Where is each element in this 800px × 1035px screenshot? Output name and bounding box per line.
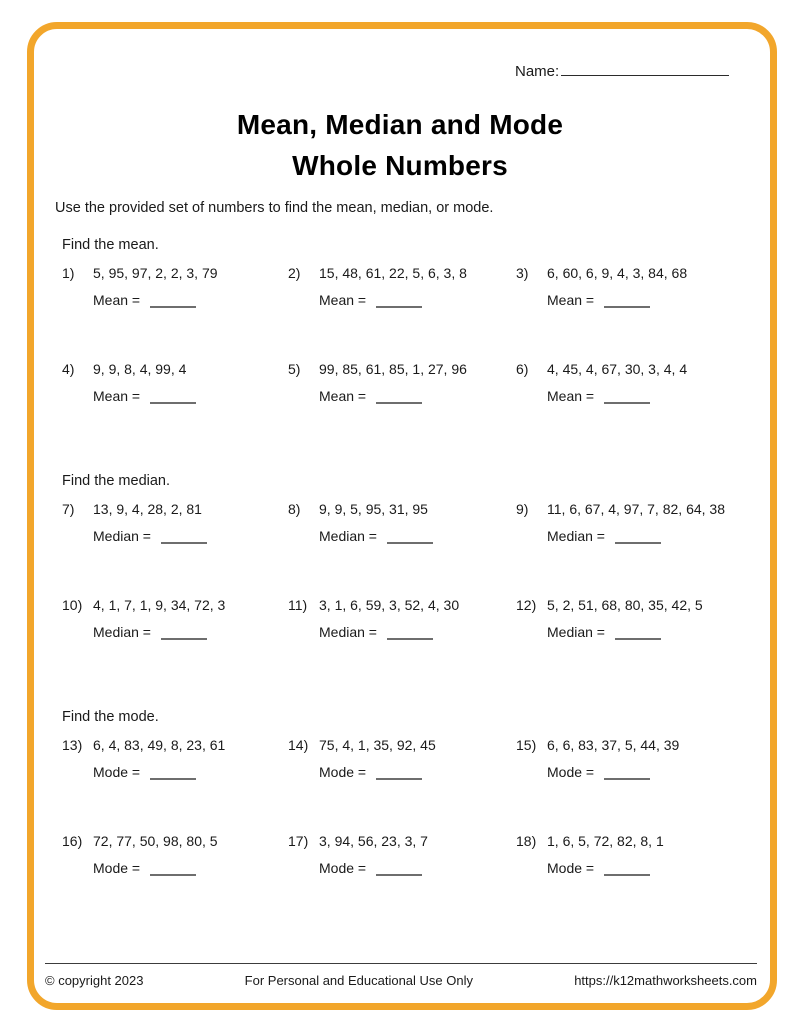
answer-label: Median = xyxy=(93,624,151,640)
answer-blank xyxy=(376,296,422,308)
section-heading: Find the mean. xyxy=(62,237,159,253)
answer-label: Mode = xyxy=(547,860,595,876)
problem-number: 3) xyxy=(516,265,529,281)
page-title-line2: Whole Numbers xyxy=(292,150,508,181)
answer-blank xyxy=(387,532,433,544)
footer xyxy=(45,963,757,988)
problem-4 xyxy=(62,360,288,406)
footer-usage-text: For Personal and Educational Use Only xyxy=(244,973,474,988)
problem-number: 13) xyxy=(62,737,83,753)
problem-number: 4) xyxy=(62,361,75,377)
answer-blank xyxy=(150,768,196,780)
answer-blank xyxy=(376,392,422,404)
problem-values: 9, 9, 5, 95, 31, 95 xyxy=(319,501,428,517)
problem-6 xyxy=(516,360,764,406)
answer-blank xyxy=(376,768,422,780)
answer-label: Median = xyxy=(319,624,377,640)
answer-blank xyxy=(161,532,207,544)
problem-values: 5, 95, 97, 2, 2, 3, 79 xyxy=(93,265,218,281)
problem-13 xyxy=(62,736,288,782)
answer-label: Mean = xyxy=(93,292,141,308)
problem-number: 6) xyxy=(516,361,529,377)
footer-copyright: © copyright 2023 xyxy=(45,973,144,988)
page-title xyxy=(0,104,800,186)
answer-blank xyxy=(604,768,650,780)
problem-18 xyxy=(516,832,764,878)
problem-values: 72, 77, 50, 98, 80, 5 xyxy=(93,833,218,849)
problem-values: 75, 4, 1, 35, 92, 45 xyxy=(319,737,436,753)
problem-17 xyxy=(288,832,516,878)
problem-values: 4, 45, 4, 67, 30, 3, 4, 4 xyxy=(547,361,688,377)
answer-blank xyxy=(150,864,196,876)
problem-values: 6, 6, 83, 37, 5, 44, 39 xyxy=(547,737,680,753)
answer-label: Mean = xyxy=(547,388,595,404)
problem-number: 17) xyxy=(288,833,309,849)
problem-number: 10) xyxy=(62,597,83,613)
page-title-line1: Mean, Median and Mode xyxy=(236,109,564,140)
problem-9 xyxy=(516,500,764,546)
problem-values: 3, 94, 56, 23, 3, 7 xyxy=(319,833,428,849)
answer-label: Mode = xyxy=(93,860,141,876)
problem-number: 5) xyxy=(288,361,301,377)
answer-blank xyxy=(387,628,433,640)
problem-number: 16) xyxy=(62,833,83,849)
instruction-text: Use the provided set of numbers to find the mean, median, or mode. xyxy=(55,200,494,216)
answer-label: Median = xyxy=(547,528,605,544)
problem-values: 99, 85, 61, 85, 1, 27, 96 xyxy=(319,361,467,377)
problem-number: 9) xyxy=(516,501,529,517)
problem-values: 5, 2, 51, 68, 80, 35, 42, 5 xyxy=(547,597,703,613)
answer-label: Mean = xyxy=(319,292,367,308)
name-row xyxy=(515,61,729,80)
problem-values: 3, 1, 6, 59, 3, 52, 4, 30 xyxy=(319,597,460,613)
answer-blank xyxy=(161,628,207,640)
problem-values: 4, 1, 7, 1, 9, 34, 72, 3 xyxy=(93,597,226,613)
problem-1 xyxy=(62,264,288,310)
answer-label: Median = xyxy=(547,624,605,640)
section-find-the-mode xyxy=(62,707,764,878)
problem-grid xyxy=(62,500,764,642)
problem-grid xyxy=(62,264,764,406)
problem-values: 13, 9, 4, 28, 2, 81 xyxy=(93,501,202,517)
answer-label: Median = xyxy=(93,528,151,544)
problem-number: 8) xyxy=(288,501,301,517)
answer-blank xyxy=(604,864,650,876)
problem-12 xyxy=(516,596,764,642)
problem-15 xyxy=(516,736,764,782)
problem-values: 1, 6, 5, 72, 82, 8, 1 xyxy=(547,833,664,849)
answer-blank xyxy=(150,392,196,404)
answer-blank xyxy=(376,864,422,876)
problem-7 xyxy=(62,500,288,546)
problem-values: 15, 48, 61, 22, 5, 6, 3, 8 xyxy=(319,265,467,281)
answer-label: Median = xyxy=(319,528,377,544)
name-blank xyxy=(561,61,729,76)
answer-label: Mode = xyxy=(319,764,367,780)
problem-3 xyxy=(516,264,764,310)
problem-grid xyxy=(62,736,764,878)
answer-blank xyxy=(604,296,650,308)
problem-5 xyxy=(288,360,516,406)
problem-16 xyxy=(62,832,288,878)
answer-label: Mode = xyxy=(319,860,367,876)
problem-14 xyxy=(288,736,516,782)
answer-label: Mean = xyxy=(319,388,367,404)
problem-values: 6, 60, 6, 9, 4, 3, 84, 68 xyxy=(547,265,688,281)
problem-number: 1) xyxy=(62,265,75,281)
answer-blank xyxy=(604,392,650,404)
problem-11 xyxy=(288,596,516,642)
answer-label: Mean = xyxy=(547,292,595,308)
answer-blank xyxy=(615,628,661,640)
answer-label: Mean = xyxy=(93,388,141,404)
problem-values: 6, 4, 83, 49, 8, 23, 61 xyxy=(93,737,226,753)
problem-number: 12) xyxy=(516,597,537,613)
problem-number: 7) xyxy=(62,501,75,517)
section-heading: Find the median. xyxy=(62,473,171,489)
answer-blank xyxy=(150,296,196,308)
section-find-the-median xyxy=(62,471,764,642)
problem-number: 14) xyxy=(288,737,309,753)
problem-10 xyxy=(62,596,288,642)
section-find-the-mean xyxy=(62,235,764,406)
answer-blank xyxy=(615,532,661,544)
footer-url: https://k12mathworksheets.com xyxy=(574,973,757,988)
problem-values: 9, 9, 8, 4, 99, 4 xyxy=(93,361,187,377)
answer-label: Mode = xyxy=(93,764,141,780)
problem-2 xyxy=(288,264,516,310)
problem-values: 11, 6, 67, 4, 97, 7, 82, 64, 38 xyxy=(547,501,725,517)
problem-number: 15) xyxy=(516,737,537,753)
problem-number: 18) xyxy=(516,833,537,849)
name-label: Name: xyxy=(515,63,560,80)
problem-number: 11) xyxy=(288,597,308,613)
section-heading: Find the mode. xyxy=(62,709,159,725)
answer-label: Mode = xyxy=(547,764,595,780)
problem-number: 2) xyxy=(288,265,301,281)
problem-8 xyxy=(288,500,516,546)
